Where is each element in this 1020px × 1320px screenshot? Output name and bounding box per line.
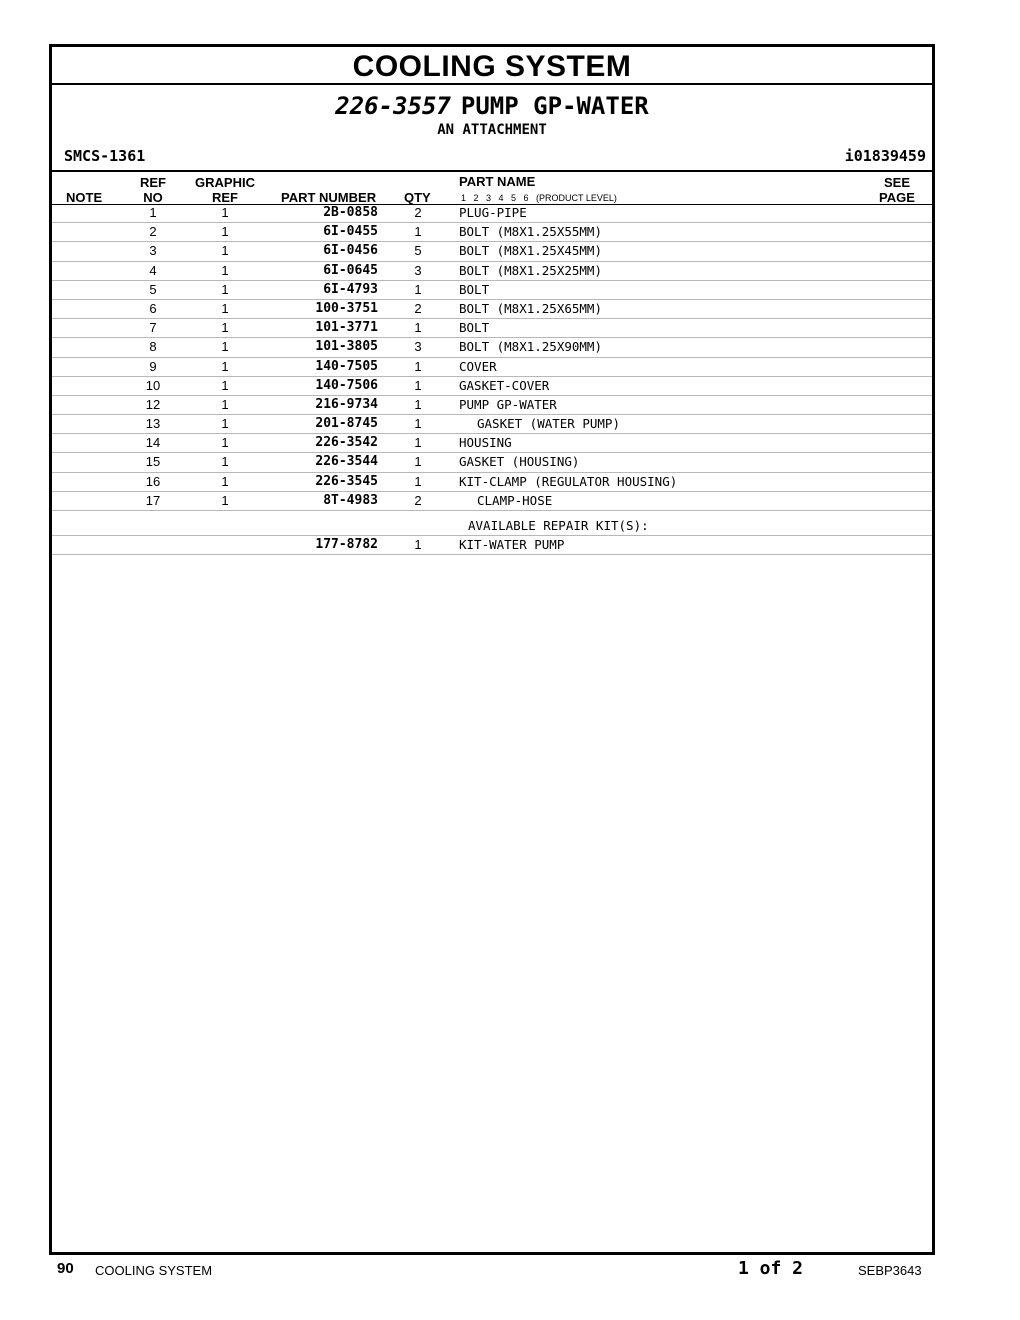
graphic-ref: 1 xyxy=(221,300,229,316)
ref-no: 8 xyxy=(149,339,157,355)
table-row xyxy=(52,338,932,357)
part-name: KIT-CLAMP (REGULATOR HOUSING) xyxy=(459,473,678,489)
quantity: 1 xyxy=(414,416,422,432)
ref-no: 3 xyxy=(149,243,157,259)
part-number: 140-7506 xyxy=(315,377,378,393)
part-name: BOLT (M8X1.25X45MM) xyxy=(459,243,602,259)
quantity: 2 xyxy=(414,492,422,508)
part-number: 201-8745 xyxy=(315,416,378,432)
illustration-id: i01839459 xyxy=(844,147,926,165)
ref-no: 16 xyxy=(145,473,161,489)
part-number: 101-3805 xyxy=(315,339,378,355)
graphic-ref: 1 xyxy=(221,396,229,412)
graphic-ref: 1 xyxy=(221,377,229,393)
part-number: 226-3542 xyxy=(315,435,378,451)
part-name: BOLT (M8X1.25X25MM) xyxy=(459,262,602,278)
group-subtitle: AN ATTACHMENT xyxy=(437,122,547,138)
part-name: GASKET (WATER PUMP) xyxy=(477,416,620,432)
repair-kits-header: AVAILABLE REPAIR KIT(S): xyxy=(468,518,649,533)
footer-page-number: 90 xyxy=(57,1260,74,1277)
footer-page-of: 1 of 2 xyxy=(738,1258,804,1279)
parts-page-frame xyxy=(49,44,935,1255)
header-graphic-bottom: REF xyxy=(212,190,238,205)
table-row xyxy=(52,358,932,377)
part-name: GASKET-COVER xyxy=(459,377,550,393)
part-number: 101-3771 xyxy=(315,320,378,336)
ref-no: 7 xyxy=(149,320,157,336)
part-name: BOLT (M8X1.25X90MM) xyxy=(459,339,602,355)
graphic-ref: 1 xyxy=(221,262,229,278)
graphic-ref: 1 xyxy=(221,339,229,355)
table-row xyxy=(52,396,932,415)
graphic-ref: 1 xyxy=(221,320,229,336)
ref-no: 10 xyxy=(145,377,161,393)
part-name: PUMP GP-WATER xyxy=(459,396,557,412)
table-row xyxy=(52,300,932,319)
header-see-bottom: PAGE xyxy=(879,190,915,205)
quantity: 1 xyxy=(414,396,422,412)
quantity: 5 xyxy=(414,243,422,259)
footer-document-number: SEBP3643 xyxy=(858,1263,922,1278)
part-number: 6I-0645 xyxy=(323,262,378,278)
graphic-ref: 1 xyxy=(221,281,229,297)
part-number: 226-3544 xyxy=(315,454,378,470)
part-name: BOLT (M8X1.25X65MM) xyxy=(459,300,602,316)
table-header xyxy=(52,170,932,205)
part-name: BOLT xyxy=(459,320,490,336)
section-title: COOLING SYSTEM xyxy=(52,47,932,85)
table-row xyxy=(52,492,932,511)
quantity: 3 xyxy=(414,262,422,278)
repair-kits-header-row xyxy=(52,511,932,536)
header-see-top: SEE xyxy=(883,175,910,190)
header-ref-top: REF xyxy=(140,175,166,190)
table-row xyxy=(52,204,932,223)
quantity: 1 xyxy=(414,377,422,393)
quantity: 1 xyxy=(414,537,422,552)
ref-no: 9 xyxy=(149,358,157,374)
table-row xyxy=(52,281,932,300)
group-name: PUMP GP-WATER xyxy=(460,92,649,120)
graphic-ref: 1 xyxy=(221,243,229,259)
graphic-ref: 1 xyxy=(221,454,229,470)
part-number: 6I-0455 xyxy=(323,224,378,240)
graphic-ref: 1 xyxy=(221,224,229,240)
header-note: NOTE xyxy=(66,190,103,205)
part-name: PLUG-PIPE xyxy=(459,205,527,220)
quantity: 1 xyxy=(414,281,422,297)
quantity: 1 xyxy=(414,435,422,451)
ref-no: 5 xyxy=(149,281,157,297)
part-number: 6I-4793 xyxy=(323,281,378,297)
graphic-ref: 1 xyxy=(221,435,229,451)
part-name: COVER xyxy=(459,358,497,374)
part-number: 6I-0456 xyxy=(323,243,378,259)
table-row xyxy=(52,223,932,242)
footer-section: COOLING SYSTEM xyxy=(95,1263,213,1278)
part-name: BOLT (M8X1.25X55MM) xyxy=(459,224,602,240)
ref-no: 6 xyxy=(149,300,157,316)
table-row xyxy=(52,453,932,472)
part-name: CLAMP-HOSE xyxy=(477,492,553,508)
part-name: HOUSING xyxy=(459,435,512,451)
quantity: 1 xyxy=(414,454,422,470)
ref-no: 15 xyxy=(145,454,161,470)
graphic-ref: 1 xyxy=(221,492,229,508)
header-product-levels: 1 2 3 4 5 6 (PRODUCT LEVEL) xyxy=(461,193,617,203)
graphic-ref: 1 xyxy=(221,358,229,374)
graphic-ref: 1 xyxy=(221,473,229,489)
quantity: 1 xyxy=(414,224,422,240)
part-name: KIT-WATER PUMP xyxy=(459,537,565,552)
parts-table-body xyxy=(52,204,932,555)
table-row xyxy=(52,319,932,338)
table-row xyxy=(52,262,932,281)
part-name: GASKET (HOUSING) xyxy=(459,454,580,470)
header-graphic-top: GRAPHIC xyxy=(195,175,255,190)
header-part-name: PART NAME xyxy=(459,174,536,189)
quantity: 3 xyxy=(414,339,422,355)
table-row xyxy=(52,473,932,492)
repair-kit-row xyxy=(52,536,932,555)
table-row xyxy=(52,242,932,261)
graphic-ref: 1 xyxy=(221,205,229,220)
part-number: 177-8782 xyxy=(315,537,378,552)
part-number: 140-7505 xyxy=(315,358,378,374)
part-number: 100-3751 xyxy=(315,300,378,316)
quantity: 2 xyxy=(414,300,422,316)
header-ref-bottom: NO xyxy=(143,190,163,205)
quantity: 1 xyxy=(414,320,422,336)
ref-no: 1 xyxy=(149,205,157,220)
quantity: 1 xyxy=(414,473,422,489)
table-row xyxy=(52,415,932,434)
ref-no: 12 xyxy=(145,396,161,412)
smcs-code: SMCS-1361 xyxy=(64,147,146,165)
page-footer xyxy=(0,1258,1020,1282)
part-number: 8T-4983 xyxy=(323,492,378,508)
ref-no: 2 xyxy=(149,224,157,240)
part-name: BOLT xyxy=(459,281,490,297)
header-part-number: PART NUMBER xyxy=(281,190,377,205)
part-number: 226-3545 xyxy=(315,473,378,489)
ref-no: 13 xyxy=(145,416,161,432)
table-row xyxy=(52,377,932,396)
ref-no: 4 xyxy=(149,262,157,278)
part-number: 2B-0858 xyxy=(323,205,378,220)
ref-no: 17 xyxy=(145,492,161,508)
header-qty: QTY xyxy=(404,190,431,205)
table-row xyxy=(52,434,932,453)
quantity: 1 xyxy=(414,358,422,374)
quantity: 2 xyxy=(414,205,422,220)
part-number: 216-9734 xyxy=(315,396,378,412)
ref-no: 14 xyxy=(145,435,161,451)
graphic-ref: 1 xyxy=(221,416,229,432)
group-part-number: 226-3557 xyxy=(335,92,451,120)
group-title xyxy=(52,91,932,121)
